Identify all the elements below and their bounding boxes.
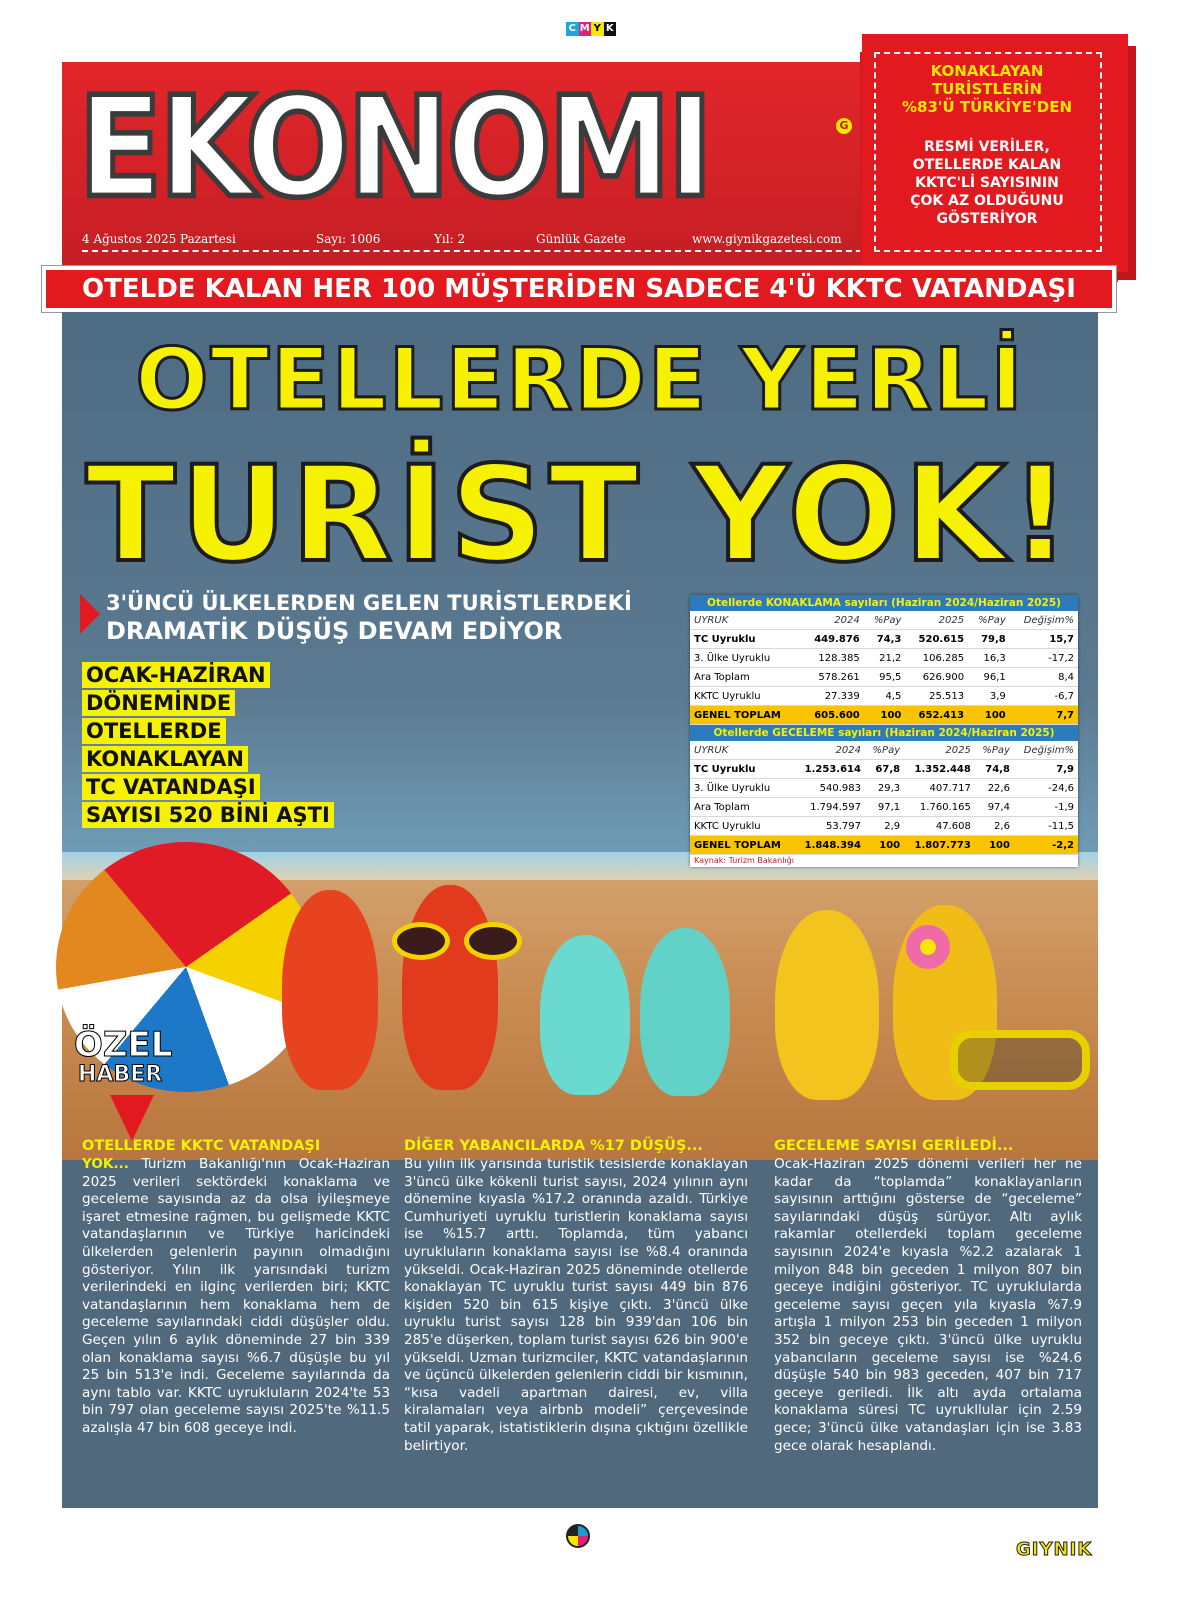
table-cell: 1.807.773 (904, 836, 975, 855)
splash-headline: KONAKLAYAN TURİSTLERİN %83'Ü TÜRKİYE'DEN (901, 62, 1073, 116)
table-cell: 27.339 (801, 687, 864, 706)
column-3-heading: GECELEME SAYISI GERİLEDİ... (774, 1138, 1014, 1154)
article-column-3 (774, 1156, 1082, 1455)
table-cell: 7,7 (1010, 706, 1078, 725)
table-cell: 407.717 (904, 779, 975, 798)
table-cell: 3,9 (968, 687, 1010, 706)
snorkel-mask-icon (950, 1030, 1090, 1090)
turquoise-flipflop-icon (540, 935, 630, 1095)
table-cell: 16,3 (968, 649, 1010, 668)
red-banner: OTELDE KALAN HER 100 MÜŞTERİDEN SADECE 4'Ü KKTC VATANDAŞI (42, 266, 1116, 312)
table-cell: 74,8 (975, 760, 1014, 779)
red-flipflop-icon (402, 885, 498, 1090)
highlight-line: SAYISI 520 BİNİ AŞTI (82, 802, 334, 828)
subhead-line-2: DRAMATİK DÜŞÜŞ DEVAM EDİYOR (106, 617, 563, 645)
column-header: 2025 (905, 611, 968, 630)
column-header: 2024 (794, 741, 865, 760)
highlight-line: OCAK-HAZİRAN (82, 662, 270, 688)
table-cell: 53.797 (794, 817, 865, 836)
issue-number: Sayı: 1006 (316, 232, 381, 246)
column-2-heading: DİĞER YABANCILARDA %17 DÜŞÜŞ... (404, 1138, 703, 1154)
table-cell: 605.600 (801, 706, 864, 725)
statistics-tables (690, 595, 1078, 867)
yellow-flipflop-icon (775, 910, 879, 1100)
table-cell: 2,9 (865, 817, 904, 836)
dashed-divider (82, 250, 882, 252)
issue-year: Yıl: 2 (434, 232, 466, 246)
column-header: %Pay (865, 741, 904, 760)
table-cell: 47.608 (904, 817, 975, 836)
flower-icon (906, 925, 950, 969)
table-cell: 128.385 (801, 649, 864, 668)
column-1-text: Turizm Bakanlığı'nın Ocak-Haziran 2025 verileri sektördeki konaklama ve geceleme sayısında az da olsa iyileşmeye işaret etmesine rağmen, bu gelişmede KKTC vatandaşlarının ve Türkiye haricindeki ülkelerden gelenlerin payının olmadığını gösteriyor. Yılın ilk yarısındaki turizm verilerindeki en ilginç verilerden biri; KKTC vatandaşlarının hem konaklama hem de geceleme sayılarındaki ciddi düşüşler oldu. Geçen yılın 6 aylık döneminde 27 bin 339 olan konaklama sayısı %6.7 düşüşle bu yıl 25 bin 513'e indi. Geceleme sayılarında da aynı tablo var. KKTC uyrukluların 2024'te 53 bin 797 olan geceleme sayısı 2025'te %11.5 azalışla 47 bin 608 geceye indi. (82, 1156, 390, 1436)
table-cell: 29,3 (865, 779, 904, 798)
cmyk-c: C (566, 22, 579, 36)
table-cell: TC Uyruklu (690, 760, 794, 779)
table-cell: KKTC Uyruklu (690, 687, 801, 706)
table-cell: -2,2 (1014, 836, 1078, 855)
table-cell: 578.261 (801, 668, 864, 687)
table-cell: 2,6 (975, 817, 1014, 836)
table-cell: 74,3 (864, 630, 906, 649)
red-arrow-icon (80, 594, 100, 634)
column-header: UYRUK (690, 741, 794, 760)
table-cell: 96,1 (968, 668, 1010, 687)
column-3-text: Ocak-Haziran 2025 dönemi verileri her ne kadar da “toplamda” konaklayanların sayısının arttığını gösterse de “geceleme” sayılarındaki düşüş sürüyor. Altı aylık rakamlar otellerdeki toplam geceleme sayısının 2024'e kıyasla %2.2 azalarak 1 milyon 848 bin geceden 1 milyon 807 bin geceye indiğini gösteriyor. TC uyruklularda geceleme sayısı geçen yıla kıyasla %7.9 artışla 1 milyon 253 bin geceden 1 milyon 352 bin geceye çıktı. 3'üncü ülke uyruklu yabancıların geceleme sayısı ise %24.6 düşüşle 540 bin 983 geceden, 407 bin 717 geceye geriledi. İlk altı ayda ortalama konaklama süresi TC uyrukllular için 2.59 gece; 3'üncü ülke vatandaşları için ise 3.83 gece olarak hesaplandı. (774, 1156, 1082, 1454)
table-cell: 97,4 (975, 798, 1014, 817)
table-cell: 4,5 (864, 687, 906, 706)
table-cell: 520.615 (905, 630, 968, 649)
table-cell: 1.760.165 (904, 798, 975, 817)
table-cell: 100 (975, 836, 1014, 855)
table-cell: -11,5 (1014, 817, 1078, 836)
article-column-2 (404, 1156, 748, 1455)
splash-text: RESMİ VERİLER, OTELLERDE KALAN KKTC'Lİ SAYISININ ÇOK AZ OLDUĞUNU GÖSTERİYOR (910, 139, 1064, 227)
cmyk-k: K (604, 22, 617, 36)
table-cell: 95,5 (864, 668, 906, 687)
table-source: Kaynak: Turizm Bakanlığı (694, 856, 794, 865)
table-cell: -6,7 (1010, 687, 1078, 706)
highlight-line: KONAKLAYAN (82, 746, 248, 772)
column-header: %Pay (975, 741, 1014, 760)
table-cell: KKTC Uyruklu (690, 817, 794, 836)
table-cell: 25.513 (905, 687, 968, 706)
column-2-text: Bu yılın ilk yarısında turistik tesislerde konaklayan 3'üncü ülke kökenli turist sayısı, 2024 yılının aynı dönemine kıyasla %17.2 oranında azaldı. Türkiye Cumhuriyeti uyruklu turistlerin konaklama sayısı ise %15.7 arttı. Toplamda, tüm yabancı uyrukluların konaklama sayısı ise %8.4 oranında yükseldi. Ocak-Haziran 2025 döneminde otellerde konaklayan TC uyruklu turist sayısı 449 bin 876 kişiden 520 bin 615 kişiye çıktı. 3'üncü ülke uyruklu turist sayısı 128 bin 939'dan 106 bin 285'e düşerken, toplam turist sayısı 626 bin 900'e yükseldi. Uzman turizmciler, KKTC vatandaşlarının ve üçüncü ülkelerden gelenlerin ciddi bir kısmının, “kısa vadeli apartman dairesi, ev, villa kiralamaları veya airbnb modeli” çerçevesinde tatil yaparak, istatistiklerin dışına çıktığını özellikle belirtiyor. (404, 1156, 748, 1454)
red-triangle-icon (110, 1095, 154, 1141)
cmyk-m: M (579, 23, 590, 34)
highlight-line: DÖNEMİNDE (82, 690, 235, 716)
table-cell: 7,9 (1014, 760, 1078, 779)
exclusive-badge-line-2: HABER (78, 1062, 163, 1087)
table-title-overnight: Otellerde GECELEME sayıları (Haziran 2024/Haziran 2025) (690, 725, 1078, 741)
column-header: Değişim% (1014, 741, 1078, 760)
table-cell: 3. Ülke Uyruklu (690, 779, 794, 798)
column-header: Değişim% (1010, 611, 1078, 630)
paper-type: Günlük Gazete (536, 232, 626, 246)
accommodation-table (690, 611, 1078, 725)
column-header: 2024 (801, 611, 864, 630)
column-1-lead: YOK... (82, 1156, 129, 1172)
table-row (690, 798, 1078, 817)
table-cell: -24,6 (1014, 779, 1078, 798)
section-logo: EKONOMI (78, 67, 710, 230)
footer-logo: GIYNIK (1016, 1539, 1093, 1560)
table-cell: TC Uyruklu (690, 630, 801, 649)
dateline (82, 232, 882, 250)
issue-date: 4 Ağustos 2025 Pazartesi (82, 232, 236, 246)
table-cell: 100 (865, 836, 904, 855)
headline-line-1: OTELLERDE YERLİ (135, 330, 1025, 430)
table-row (690, 687, 1078, 706)
column-header: %Pay (968, 611, 1010, 630)
subhead-line-1: 3'ÜNCÜ ÜLKELERDEN GELEN TURİSTLERDEKİ (106, 591, 632, 615)
sunglasses-icon (392, 922, 526, 960)
table-total-row (690, 836, 1078, 855)
table-cell: GENEL TOPLAM (690, 706, 801, 725)
newspaper-mark-icon: G (836, 118, 852, 134)
table-cell: 21,2 (864, 649, 906, 668)
table-cell: 1.352.448 (904, 760, 975, 779)
table-cell: 1.794.597 (794, 798, 865, 817)
cmyk-registration-strip (566, 22, 616, 36)
table-row (690, 779, 1078, 798)
article-column-1 (82, 1156, 390, 1438)
table-cell: 449.876 (801, 630, 864, 649)
table-cell: 79,8 (968, 630, 1010, 649)
table-cell: 540.983 (794, 779, 865, 798)
website-link[interactable]: www.giynikgazetesi.com (692, 232, 842, 246)
table-cell: 106.285 (905, 649, 968, 668)
column-header: UYRUK (690, 611, 801, 630)
table-total-row (690, 706, 1078, 725)
turquoise-flipflop-icon (640, 928, 730, 1096)
table-cell: GENEL TOPLAM (690, 836, 794, 855)
column-1-heading: OTELLERDE KKTC VATANDAŞI (82, 1138, 321, 1154)
table-cell: 22,6 (975, 779, 1014, 798)
table-cell: 67,8 (865, 760, 904, 779)
table-cell: 100 (864, 706, 906, 725)
table-row (690, 760, 1078, 779)
table-cell: 15,7 (1010, 630, 1078, 649)
column-header: %Pay (864, 611, 906, 630)
exclusive-badge-line-1: ÖZEL (74, 1025, 173, 1065)
table-cell: 626.900 (905, 668, 968, 687)
table-cell: 1.848.394 (794, 836, 865, 855)
table-cell: -1,9 (1014, 798, 1078, 817)
table-row (690, 668, 1078, 687)
table-title-accommodation: Otellerde KONAKLAMA sayıları (Haziran 2024/Haziran 2025) (690, 595, 1078, 611)
cmyk-y: Y (591, 22, 604, 36)
table-cell: 652.413 (905, 706, 968, 725)
column-header: 2025 (904, 741, 975, 760)
table-cell: Ara Toplam (690, 798, 794, 817)
table-cell: 97,1 (865, 798, 904, 817)
table-row (690, 630, 1078, 649)
overnight-table (690, 741, 1078, 855)
registration-mark-icon (566, 1524, 590, 1548)
table-row (690, 817, 1078, 836)
red-flipflop-icon (282, 890, 378, 1090)
table-cell: 100 (968, 706, 1010, 725)
table-row (690, 649, 1078, 668)
headline-line-2: TURİST YOK! (85, 438, 1075, 592)
highlight-line: TC VATANDAŞI (82, 774, 260, 800)
highlight-line: OTELLERDE (82, 718, 226, 744)
table-cell: 1.253.614 (794, 760, 865, 779)
table-cell: -17,2 (1010, 649, 1078, 668)
table-cell: Ara Toplam (690, 668, 801, 687)
table-cell: 8,4 (1010, 668, 1078, 687)
table-cell: 3. Ülke Uyruklu (690, 649, 801, 668)
